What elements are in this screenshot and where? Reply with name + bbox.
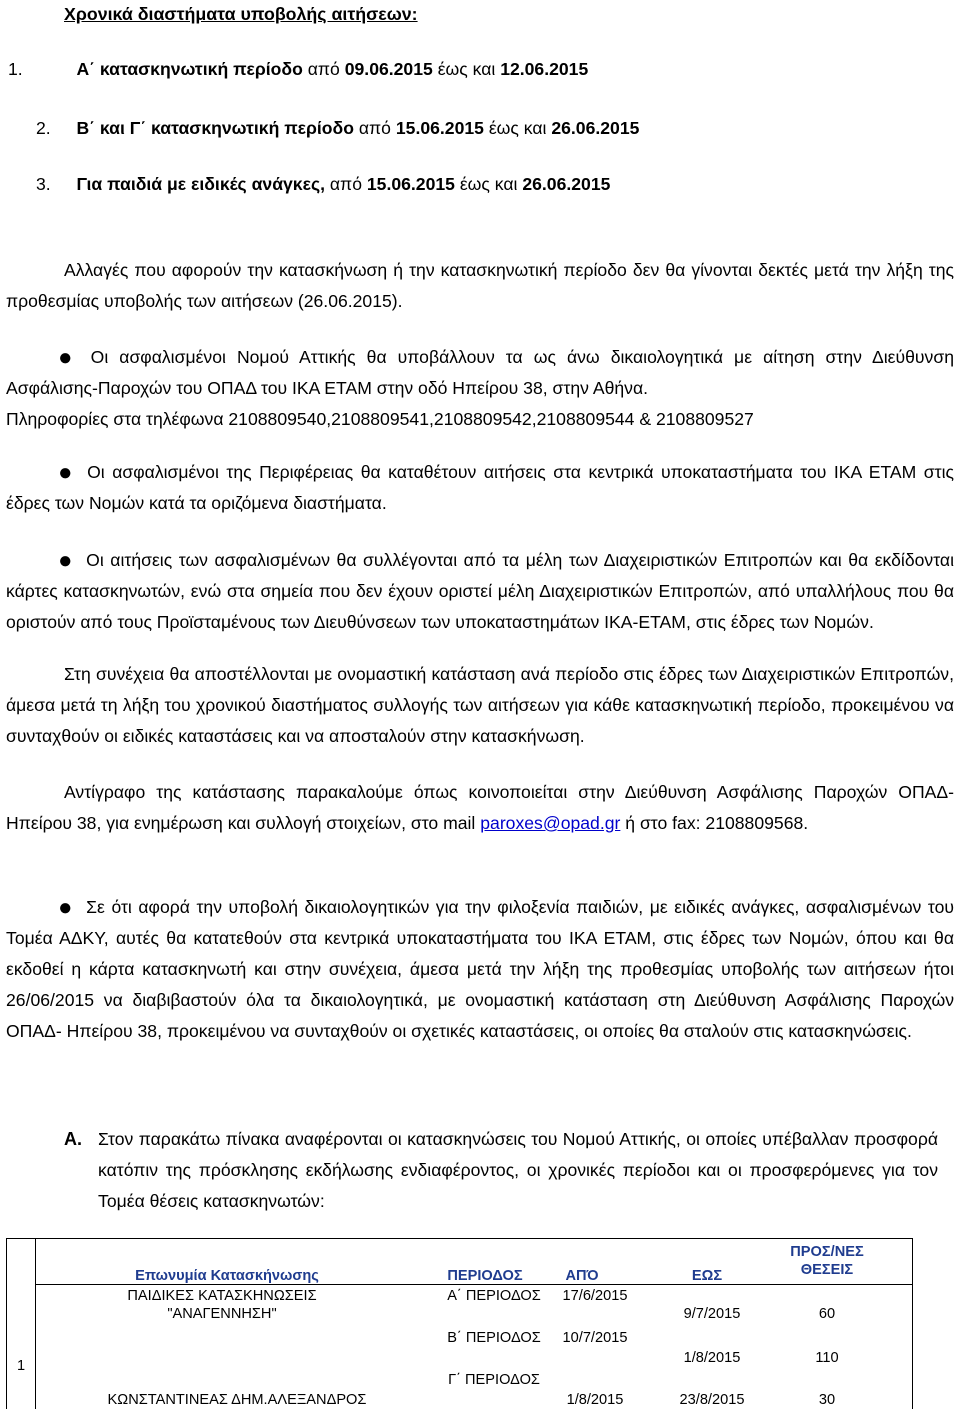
header-period: ΠΕΡΙΟΔΟΣ xyxy=(447,1268,523,1284)
period-list-item xyxy=(36,172,610,196)
bullet-icon: ● xyxy=(58,344,79,371)
bullet-icon: ● xyxy=(58,459,76,486)
copy-paragraph xyxy=(6,777,954,839)
header-from: ΑΠΌ xyxy=(565,1268,599,1284)
until-word: έως και xyxy=(488,118,547,138)
from-word: από xyxy=(307,59,340,79)
row-to: 23/8/2015 xyxy=(679,1392,745,1408)
section-marker: Α. xyxy=(64,1129,82,1149)
bullet-paragraph xyxy=(6,342,954,404)
from-word: από xyxy=(329,174,362,194)
bullet-paragraph xyxy=(6,545,954,638)
start-date: 15.06.2015 xyxy=(395,118,484,138)
period-list-item xyxy=(8,57,588,81)
row-number: 1 xyxy=(16,1358,26,1374)
camp-name-line: ΠΑΙΔΙΚΕΣ ΚΑΤΑΣΚΗΝΩΣΕΙΣ xyxy=(127,1288,317,1304)
fax-text: ή στο fax: 2108809568. xyxy=(625,813,809,833)
period-label: Για παιδιά με ειδικές ανάγκες, xyxy=(76,174,325,194)
bullet-paragraph xyxy=(6,457,954,519)
end-date: 26.06.2015 xyxy=(522,174,611,194)
period-label: Α΄ κατασκηνωτική περίοδο xyxy=(76,59,303,79)
changes-note: Αλλαγές που αφορούν την κατασκήνωση ή την κατασκηνωτική περίοδο δεν θα γίνονται δεκτές μετά την λήξη της προθεσμίας υποβολής των αιτήσεων (26.06.2015). xyxy=(6,260,954,311)
row-from: 10/7/2015 xyxy=(562,1330,628,1346)
bullet-paragraph xyxy=(6,892,954,1047)
row-positions: 110 xyxy=(815,1350,839,1366)
row-positions: 30 xyxy=(818,1392,836,1408)
row-to: 9/7/2015 xyxy=(683,1306,741,1322)
list-number: 1. xyxy=(8,59,23,79)
row-period xyxy=(425,1287,549,1305)
camp-owner: ΚΩΝΣΤΑΝΤΙΝΕΑΣ ΔΗΜ.ΑΛΕΞΑΝΔΡΟΣ xyxy=(107,1392,367,1408)
camp-name xyxy=(77,1287,367,1323)
bullet-icon: ● xyxy=(58,547,75,574)
end-date: 12.06.2015 xyxy=(500,59,589,79)
camps-table xyxy=(6,1238,913,1409)
row-period: Γ΄ ΠΕΡΙΟΔΟΣ xyxy=(448,1372,540,1388)
header-positions: ΠΡΟΣ/ΝΕΣ ΘΕΣΕΙΣ xyxy=(790,1244,864,1278)
bullet-icon: ● xyxy=(58,894,75,921)
start-date: 09.06.2015 xyxy=(344,59,433,79)
bullet-text: Οι ασφαλισμένοι της Περιφέρειας θα καταθέτουν αιτήσεις στα κεντρικά υποκαταστήματα του ΙΚΑ ΕΤΑΜ στις έδρες των Νομών κατά τα οριζόμενα διαστήματα. xyxy=(6,462,955,513)
header-to: ΕΩΣ xyxy=(691,1268,723,1284)
row-period-text: Α΄ ΠΕΡΙΟΔΟΣ xyxy=(447,1288,541,1304)
until-word: έως και xyxy=(459,174,518,194)
bullet-text: Σε ότι αφορά την υποβολή δικαιολογητικών για την φιλοξενία παιδιών, με ειδικές ανάγκες, ασφαλισμένων του Τομέα ΑΔΚΥ, αυτές θα κατατεθούν στα κεντρικά υποκαταστήματα του ΙΚΑ ΕΤΑΜ, στις έδρες των Νομών, όπου και θα εκδοθεί η κάρτα κατασκηνωτή και στην συνέχεια, άμεσα μετά την λήξη της προθεσμίας υποβολής των αιτήσεων ήτοι 26/06/2015 να διαβιβαστούν όλα τα δικαιολογητικά, με ονομαστική κατάσταση στη Διεύθυνση Ασφάλισης Παροχών ΟΠΑΔ- Ηπείρου 38, προκειμένου να συνταχθούν οι σχετικές καταστάσεις, οι οποίες θα σταλούν στις κατασκηνώσεις. xyxy=(6,897,955,1041)
row-positions: 60 xyxy=(818,1306,836,1322)
email-link[interactable]: paroxes@opad.gr xyxy=(480,813,621,833)
until-word: έως και xyxy=(437,59,496,79)
from-word: από xyxy=(358,118,391,138)
copy-text: Αντίγραφο της κατάστασης παρακαλούμε όπως κοινοποιείται στην Διεύθυνση Ασφάλισης Παροχών ΟΠΑΔ- Ηπείρου 38, για ενημέρωση και συλλογή στοιχείων, στο mail xyxy=(6,782,954,833)
header-name: Επωνυμία Κατασκήνωσης xyxy=(135,1268,319,1284)
end-date: 26.06.2015 xyxy=(551,118,640,138)
row-period: Β΄ ΠΕΡΙΟΔΟΣ xyxy=(447,1330,541,1346)
row-from: 1/8/2015 xyxy=(566,1392,624,1408)
list-number: 2. xyxy=(36,118,51,138)
bullet-text: Οι αιτήσεις των ασφαλισμένων θα συλλέγονται από τα μέλη των Διαχειριστικών Επιτροπών και θα εκδίδονται κάρτες κατασκηνωτών, ενώ στα σημεία που δεν έχουν οριστεί μέλη Διαχειριστικών Επιτροπών, από υπαλλήλους που θα οριστούν από τους Προϊσταμένους των Διευθύνσεων των υποκαταστημάτων ΙΚΑ-ΕΤΑΜ, στις έδρες των Νομών. xyxy=(6,550,954,632)
row-from: 17/6/2015 xyxy=(562,1288,628,1304)
send-paragraph: Στη συνέχεια θα αποστέλλονται με ονομαστική κατάσταση ανά περίοδο στις έδρες των Διαχειριστικών Επιτροπών, άμεσα μετά τη λήξη του χρονικού διαστήματος συλλογής των αιτήσεων για κάθε κατασκηνωτική περίοδο, προκειμένου να συνταχθούν οι ειδικές καταστάσεις και να αποσταλούν στην κατασκήνωση. xyxy=(6,664,954,746)
camp-name-line: "ΑΝΑΓΕΝΝΗΣΗ" xyxy=(167,1306,277,1322)
phones-line: Πληροφορίες στα τηλέφωνα 2108809540,2108809541,2108809542,2108809544 & 2108809527 xyxy=(6,409,754,429)
list-number: 3. xyxy=(36,174,51,194)
start-date: 15.06.2015 xyxy=(366,174,455,194)
row-to: 1/8/2015 xyxy=(683,1350,741,1366)
section-title: Χρονικά διαστήματα υποβολής αιτήσεων: xyxy=(64,4,418,24)
period-label: Β΄ και Γ΄ κατασκηνωτική περίοδο xyxy=(76,118,354,138)
bullet-text: Οι ασφαλισμένοι Νομού Αττικής θα υποβάλλουν τα ως άνω δικαιολογητικά με αίτηση στην Διεύθυνση Ασφάλισης-Παροχών του ΟΠΑΔ του ΙΚΑ ΕΤΑΜ στην οδό Ηπείρου 38, στην Αθήνα. xyxy=(6,347,954,398)
period-list-item xyxy=(36,116,639,140)
section-a-text: Στον παρακάτω πίνακα αναφέρονται οι κατασκηνώσεις του Νομού Αττικής, οι οποίες υπέβαλλαν προσφορά κατόπιν της πρόσκλησης εκδήλωσης ενδιαφέροντος, οι χρονικές περίοδοι και οι προσφερόμενες για τον Τομέα θέσεις κατασκηνωτών: xyxy=(98,1129,938,1211)
